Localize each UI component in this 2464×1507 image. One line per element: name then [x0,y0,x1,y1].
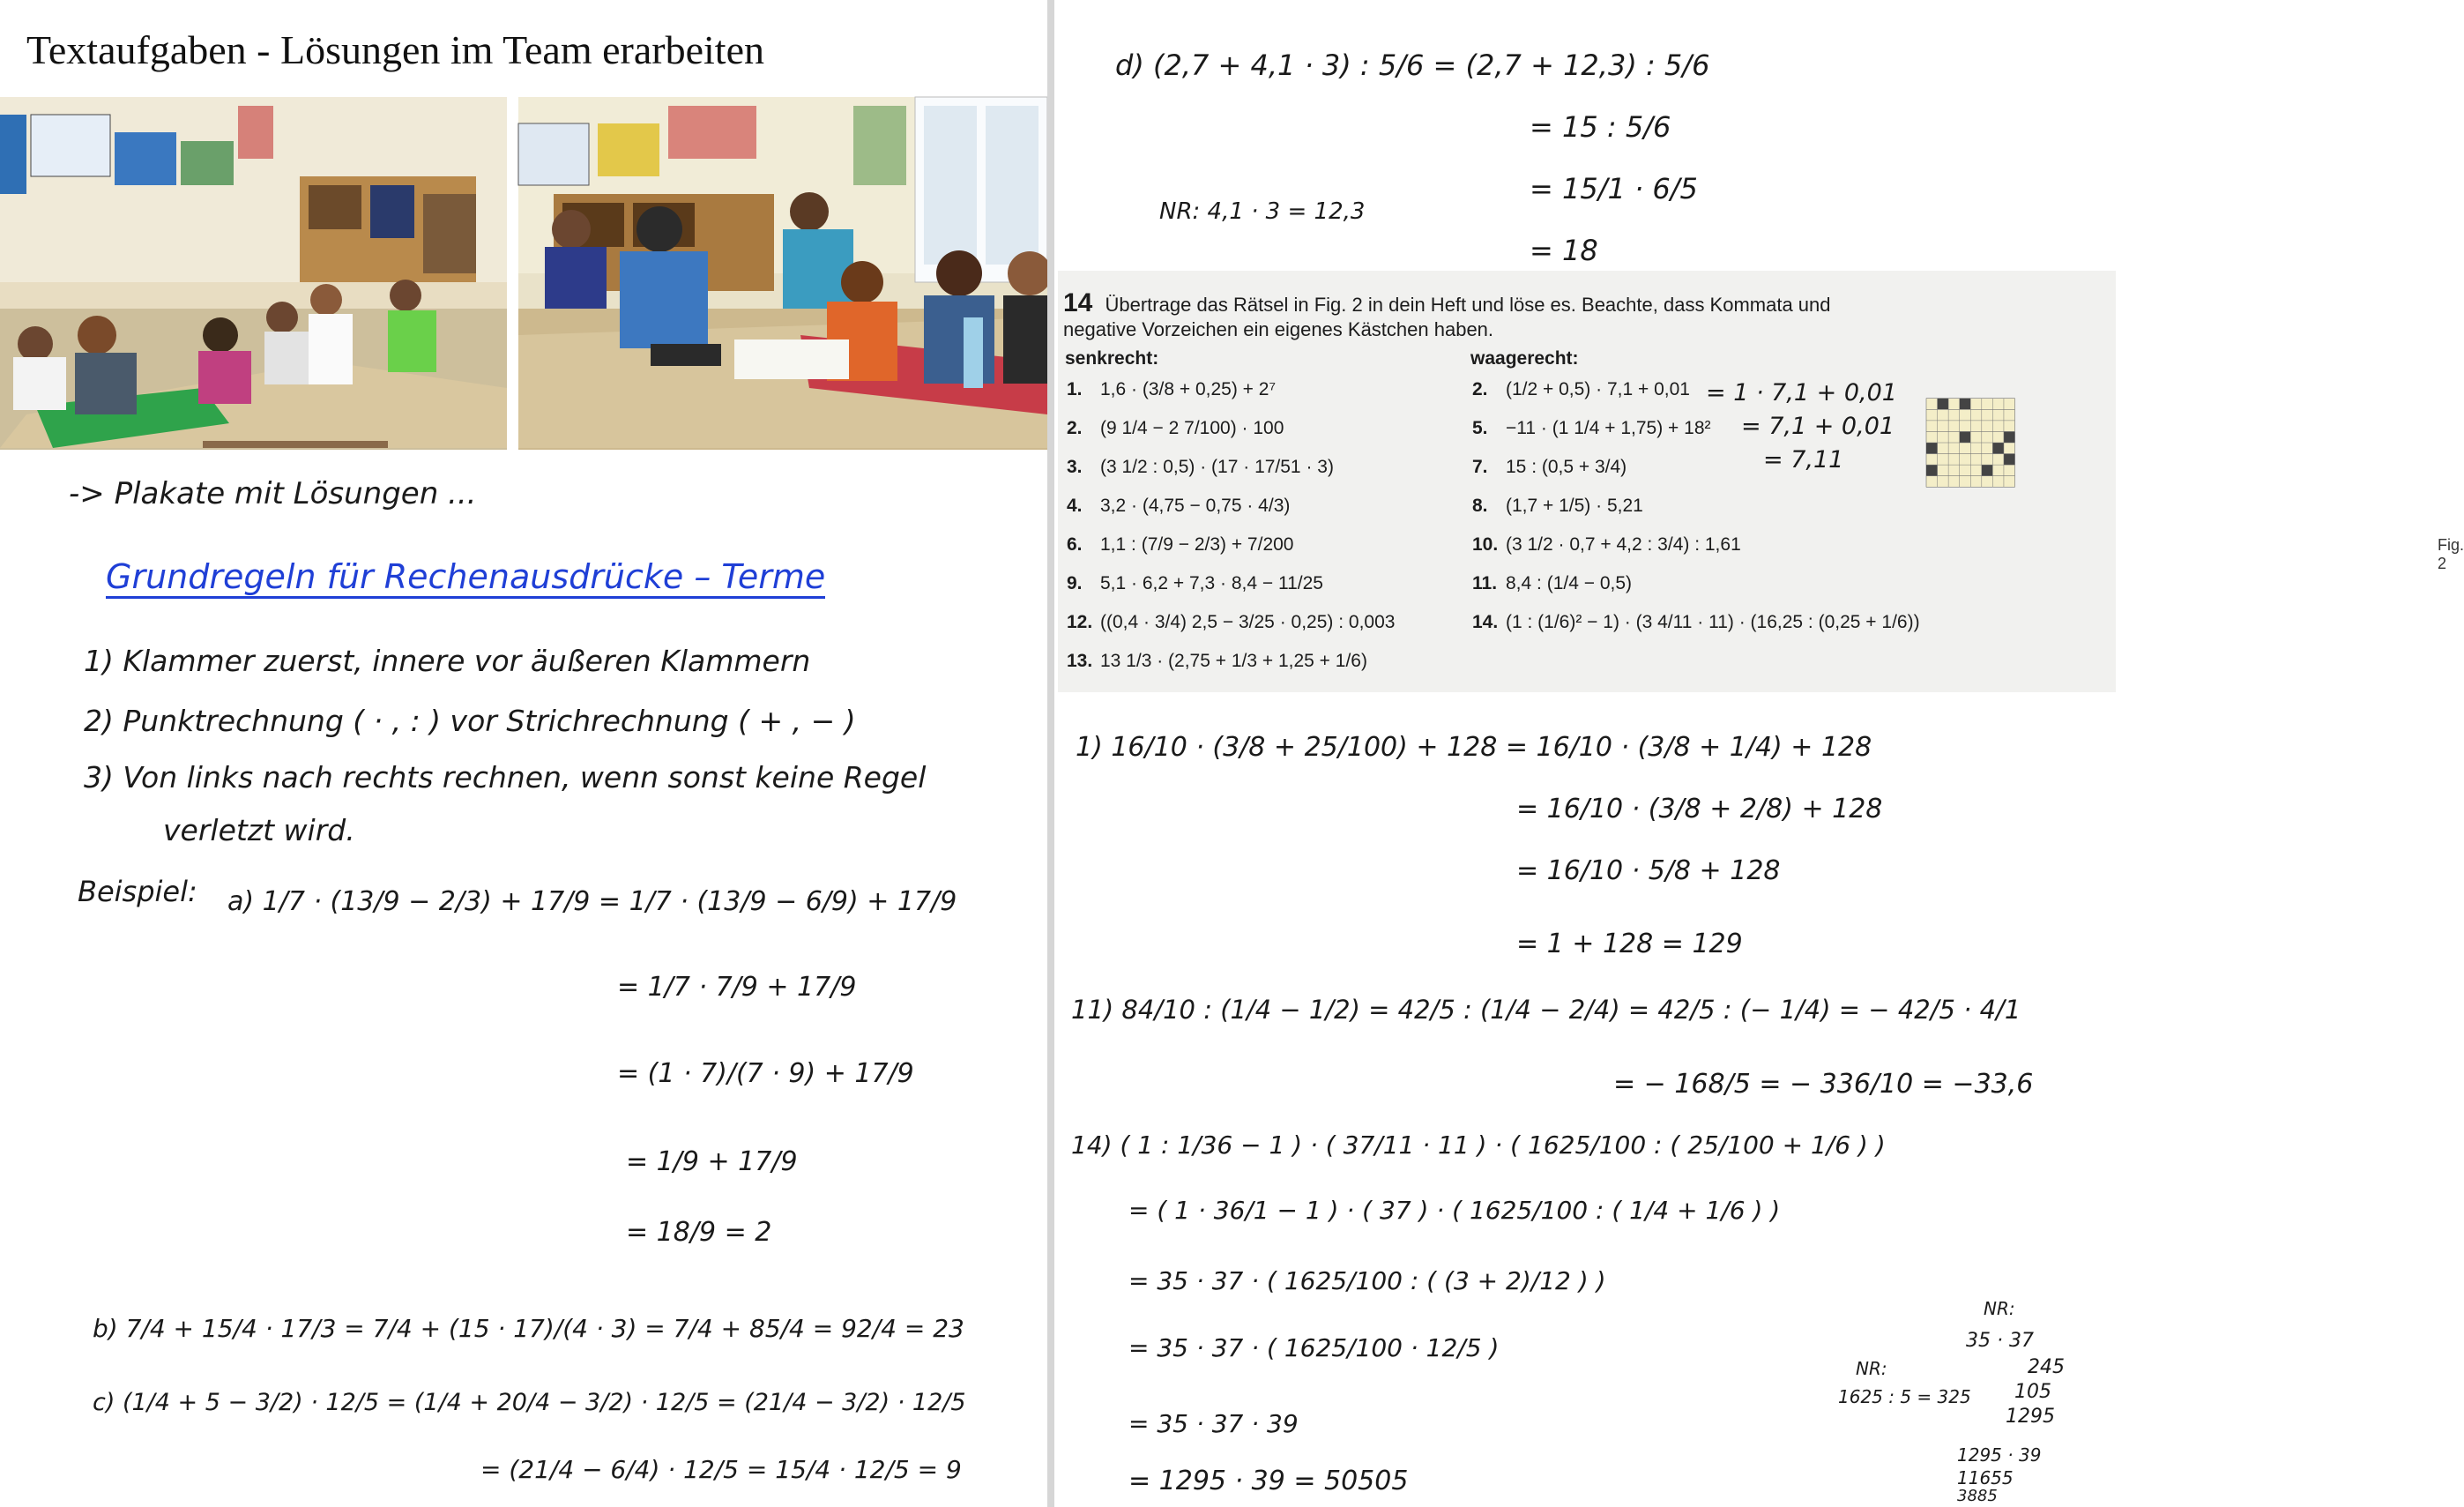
senkrecht-heading: senkrecht: [1065,348,1159,369]
waagerecht-item: 14. (1 : (1/6)² − 1) · (3 4/11 · 11) · (16,25 : (0,25 + 1/6)) [1472,612,1920,632]
side-calc-1-line-2: 245 [2028,1356,2065,1378]
solution-1-line-4: = 1 + 128 = 129 [1516,929,1743,959]
solution-1-line-1: 1) 16/10 · (3/8 + 25/100) + 128 = 16/10 · (3/8 + 1/4) + 128 [1076,732,1872,763]
waagerecht-heading: waagerecht: [1470,348,1579,369]
solution-14-line-2: = ( 1 · 36/1 − 1 ) · ( 37 ) · ( 1625/100 : ( 1/4 + 1/6 ) ) [1128,1196,1781,1225]
page-divider [1047,0,1054,1507]
example-b: b) 7/4 + 15/4 · 17/3 = 7/4 + (15 · 17)/(4 · 3) = 7/4 + 85/4 = 92/4 = 23 [93,1314,964,1343]
senkrecht-item: 3. (3 1/2 : 0,5) · (17 · 17/51 · 3) [1067,457,1334,477]
figure-label: Fig. 2 [2438,536,2464,572]
page-title: Textaufgaben - Lösungen im Team erarbeiten [26,27,764,72]
solution-14-line-5: = 35 · 37 · 39 [1128,1409,1299,1438]
posters-note: -> Plakate mit Lösungen ... [69,476,477,511]
solution-14-line-4: = 35 · 37 · ( 1625/100 · 12/5 ) [1128,1333,1500,1362]
senkrecht-item: 2. (9 1/4 − 2 7/100) · 100 [1067,418,1284,438]
exercise-14-instructions [1063,288,1883,342]
solution-1-line-2: = 16/10 · (3/8 + 2/8) + 128 [1516,794,1883,824]
rules-heading: Grundregeln für Rechenausdrücke – Terme [106,557,825,599]
solution-11-line-1: 11) 84/10 : (1/4 − 1/2) = 42/5 : (1/4 − 2/4) = 42/5 : (− 1/4) = − 42/5 · 4/1 [1071,995,2021,1025]
classroom-photo-right [518,97,1047,448]
d-line-1: d) (2,7 + 4,1 · 3) : 5/6 = (2,7 + 12,3) : 5/6 [1115,48,1710,82]
side-calc-1-line-1: 35 · 37 [1966,1330,2034,1352]
waagerecht-2-work-2: = 7,1 + 0,01 [1741,413,1895,440]
senkrecht-item: 6. 1,1 : (7/9 − 2/3) + 7/200 [1067,534,1294,555]
side-calc-1-line-3: 105 [2014,1381,2051,1403]
waagerecht-item: 8. (1,7 + 1/5) · 5,21 [1472,496,1643,516]
side-calc-2-line-2: 1295 · 39 [1957,1444,2042,1466]
senkrecht-item: 9. 5,1 · 6,2 + 7,3 · 8,4 − 11/25 [1067,573,1323,593]
solution-11-line-2: = − 168/5 = − 336/10 = −33,6 [1613,1069,2034,1100]
waagerecht-item: 11. 8,4 : (1/4 − 0,5) [1472,573,1633,593]
exercise-text: Übertrage das Rätsel in Fig. 2 in dein Heft und löse es. Beachte, dass Kommata und negative Vorzeichen ein eigenes Kästchen haben. [1063,294,1831,340]
d-line-2: = 15 : 5/6 [1530,110,1671,144]
solution-14-line-3: = 35 · 37 · ( 1625/100 : ( (3 + 2)/12 ) ) [1128,1266,1606,1295]
rule-3-continued: verletzt wird. [163,813,355,847]
crossword-grid [1926,354,2103,531]
side-calc-2-line-4: 3885 [1957,1487,1998,1505]
example-label: Beispiel: [78,875,197,908]
waagerecht-item: 10. (3 1/2 · 0,7 + 4,2 : 3/4) : 1,61 [1472,534,1741,555]
side-calc-2-label: NR: [1856,1358,1887,1379]
waagerecht-2-work-1: = 1 · 7,1 + 0,01 [1706,379,1897,407]
example-a-line-3: = (1 · 7)/(7 · 9) + 17/9 [617,1058,914,1089]
senkrecht-item: 4. 3,2 · (4,75 − 0,75 · 4/3) [1067,496,1291,516]
example-a-line-5: = 18/9 = 2 [626,1217,772,1248]
exercise-number: 14 [1063,288,1093,317]
rule-2: 2) Punktrechnung ( · , : ) vor Strichrechnung ( + , − ) [84,704,856,738]
side-calc-2-line-1: 1625 : 5 = 325 [1838,1386,1971,1407]
solution-14-line-1: 14) ( 1 : 1/36 − 1 ) · ( 37/11 · 11 ) · ( 1625/100 : ( 25/100 + 1/6 ) ) [1071,1130,1886,1160]
rule-3: 3) Von links nach rechts rechnen, wenn sonst keine Regel [84,760,927,795]
classroom-photo-left-image [0,97,507,448]
senkrecht-item: 13. 13 1/3 · (2,75 + 1/3 + 1,25 + 1/6) [1067,651,1367,671]
senkrecht-item: 1. 1,6 · (3/8 + 0,25) + 2⁷ [1067,379,1277,399]
example-a-line-1: a) 1/7 · (13/9 − 2/3) + 17/9 = 1/7 · (13/9 − 6/9) + 17/9 [227,886,957,917]
solution-1-line-3: = 16/10 · 5/8 + 128 [1516,855,1781,886]
example-c-line-2: = (21/4 − 6/4) · 12/5 = 15/4 · 12/5 = 9 [480,1455,962,1484]
example-a-line-4: = 1/9 + 17/9 [626,1146,798,1177]
side-calc-2-line-3: 11655 [1957,1467,2014,1488]
waagerecht-item: 7. 15 : (0,5 + 3/4) [1472,457,1627,477]
classroom-photo-left [0,97,507,448]
side-calc-1-line-4: 1295 [2006,1406,2055,1428]
solution-14-line-6: = 1295 · 39 = 50505 [1128,1466,1409,1496]
example-c-line-1: c) (1/4 + 5 − 3/2) · 12/5 = (1/4 + 20/4 − 3/2) · 12/5 = (21/4 − 3/2) · 12/5 [93,1389,966,1416]
d-line-4: = 18 [1530,234,1598,267]
rule-1: 1) Klammer zuerst, innere vor äußeren Klammern [84,644,811,678]
right-page [1058,0,2464,1507]
waagerecht-item: 2. (1/2 + 0,5) · 7,1 + 0,01 [1472,379,1690,399]
left-page [0,0,1049,1507]
side-calc-1-label: NR: [1984,1298,2015,1319]
classroom-photo-right-image [518,97,1047,448]
waagerecht-item: 5. −11 · (1 1/4 + 1,75) + 18² [1472,418,1711,438]
senkrecht-item: 12. ((0,4 · 3/4) 2,5 − 3/25 · 0,25) : 0,003 [1067,612,1396,632]
waagerecht-2-work-3: = 7,11 [1763,446,1844,474]
d-line-3: = 15/1 · 6/5 [1530,172,1698,205]
d-side-calculation: NR: 4,1 · 3 = 12,3 [1159,198,1366,225]
example-a-line-2: = 1/7 · 7/9 + 17/9 [617,972,857,1003]
